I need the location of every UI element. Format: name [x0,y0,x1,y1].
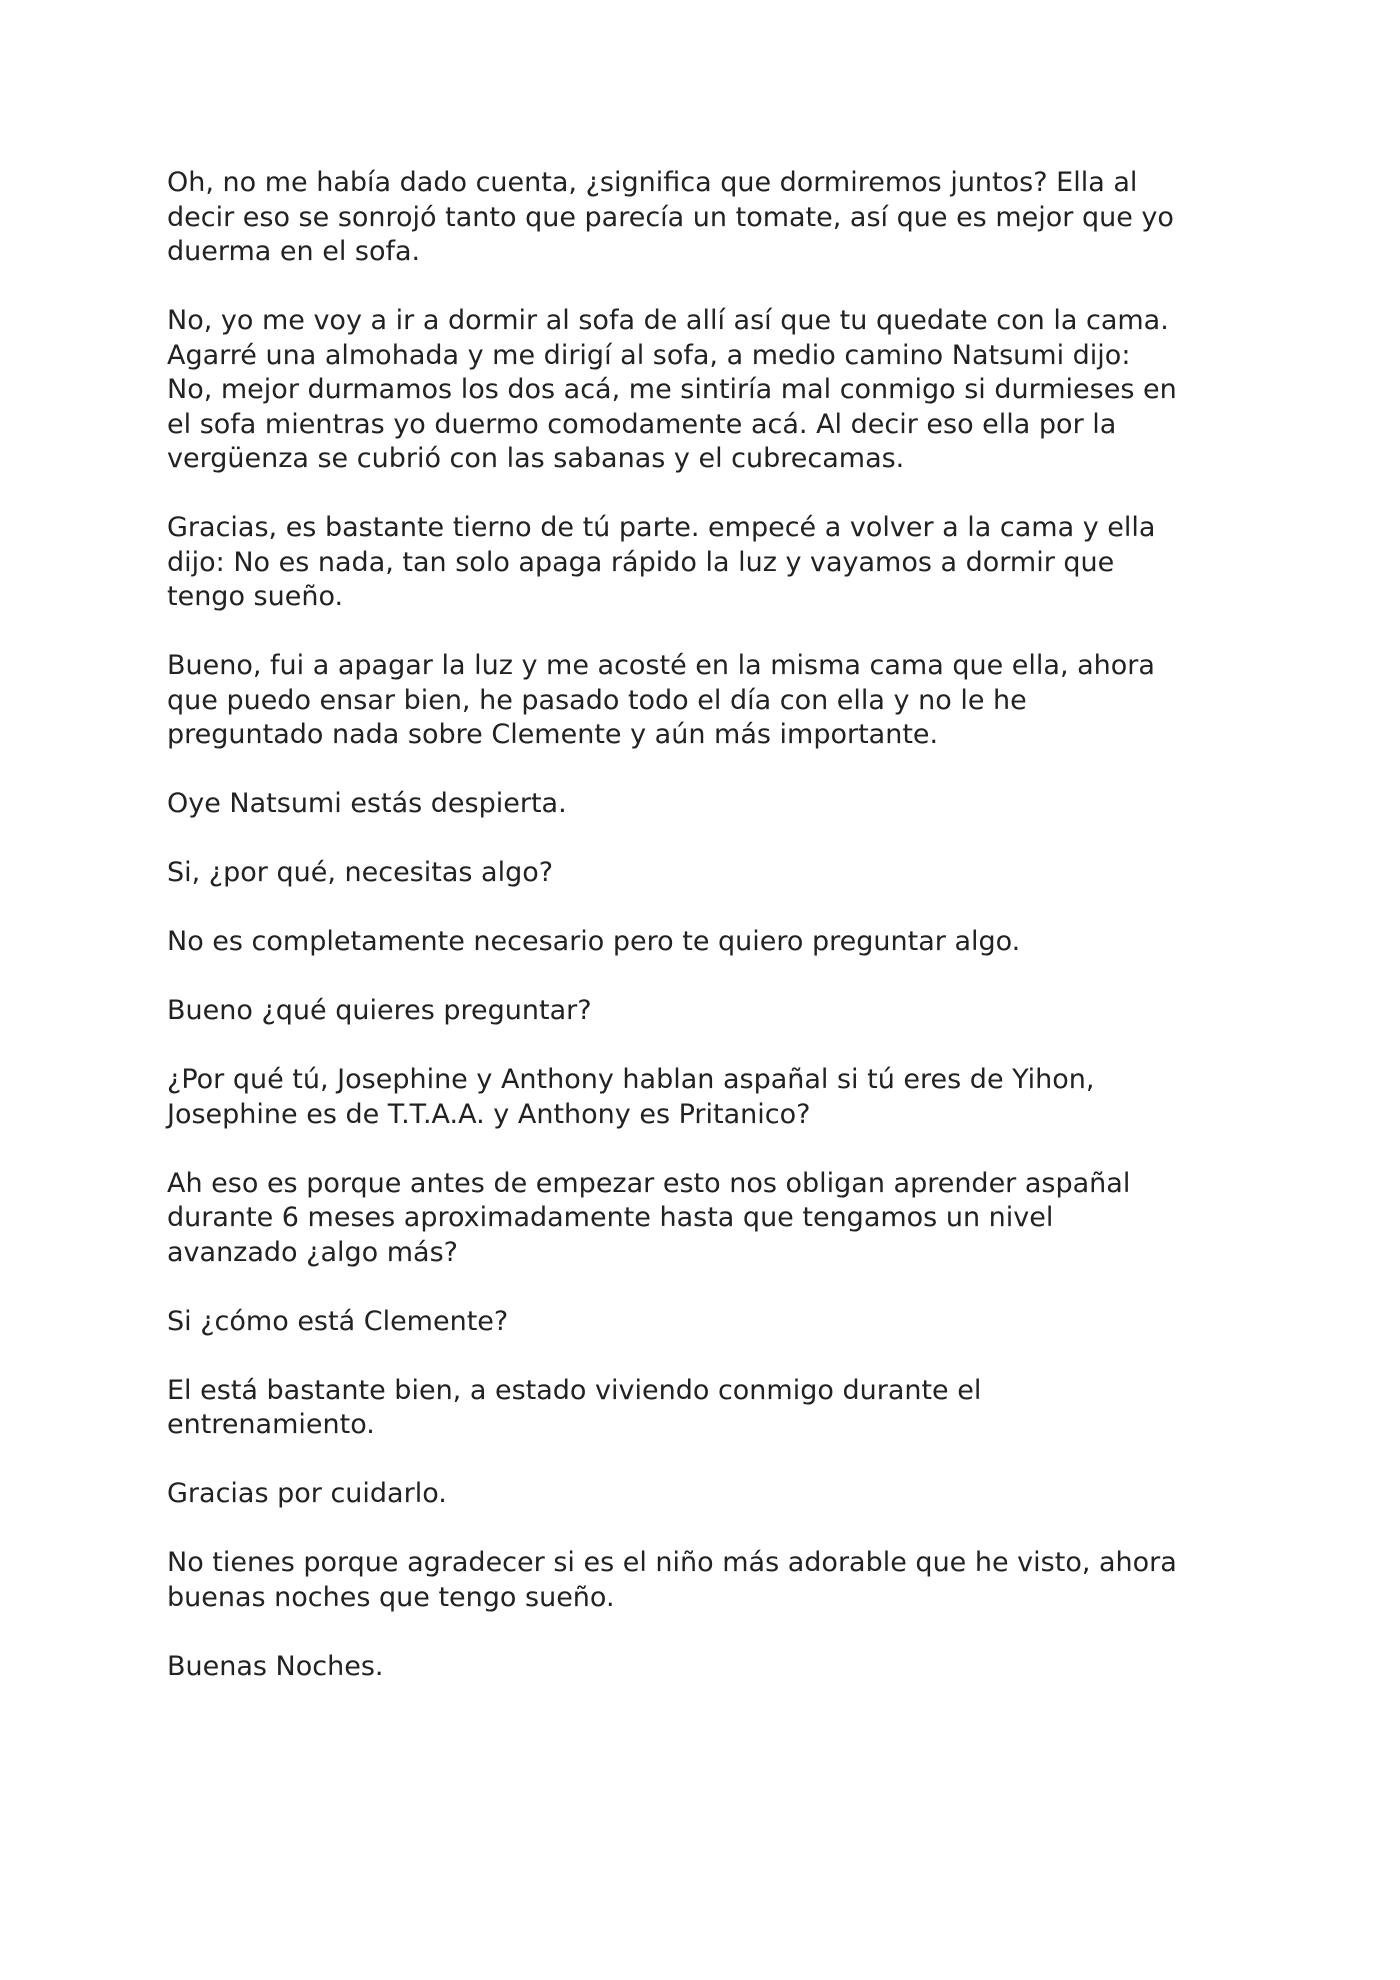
text-line: buenas noches que tengo sueño. [167,1581,615,1613]
text-line: Josephine es de T.T.A.A. y Anthony es Pritanico? [167,1098,811,1130]
paragraph [167,1374,1247,1443]
text-line: duerma en el sofa. [167,236,421,267]
text-line: No tienes porque agradecer si es el niño más adorable que he visto, ahora [167,1547,1177,1578]
paragraph [167,856,1247,891]
paragraph [167,994,1247,1029]
paragraph [167,1546,1247,1615]
text-line: Ah eso es porque antes de empezar esto nos obligan aprender aspañal [167,1167,1131,1199]
text-line: Si, ¿por qué, necesitas algo? [167,857,554,888]
text-line: dijo: No es nada, tan solo apaga rápido la luz y vayamos a dormir que [167,546,1115,578]
paragraph [167,1305,1247,1340]
text-line: No es completamente necesario pero te quiero preguntar algo. [167,926,1021,957]
text-line: Bueno ¿qué quieres preguntar? [167,995,592,1026]
text-line: Buenas Noches. [167,1650,384,1682]
paragraph [167,304,1247,477]
text-line: ¿Por qué tú, Josephine y Anthony hablan aspañal si tú eres de Yihon, [167,1064,1095,1095]
text-line: No, yo me voy a ir a dormir al sofa de allí así que tu quedate con la cama. [167,305,1169,336]
text-line: durante 6 meses aproximadamente hasta que tengamos un nivel [167,1202,1054,1233]
paragraph [167,787,1247,822]
text-line: Agarré una almohada y me dirigí al sofa, a medio camino Natsumi dijo: [167,339,1131,371]
text-line: que puedo ensar bien, he pasado todo el día con ella y no le he [167,684,1027,716]
text-line: entrenamiento. [167,1409,375,1440]
paragraph [167,1063,1247,1132]
text-line: el sofa mientras yo duermo comodamente acá. Al decir eso ella por la [167,408,1117,440]
text-line: avanzado ¿algo más? [167,1236,459,1268]
paragraph [167,166,1247,270]
text-line: El está bastante bien, a estado viviendo conmigo durante el [167,1374,982,1406]
text-line: vergüenza se cubrió con las sabanas y el cubrecamas. [167,443,905,474]
paragraph [167,925,1247,960]
text-line: No, mejor durmamos los dos acá, me sintiría mal conmigo si durmieses en [167,374,1177,405]
paragraph [167,1650,1247,1685]
paragraph [167,511,1247,615]
text-line: Oh, no me había dado cuenta, ¿significa que dormiremos juntos? Ella al [167,167,1138,198]
text-line: preguntado nada sobre Clemente y aún más importante. [167,719,939,750]
text-line: Gracias por cuidarlo. [167,1478,447,1509]
paragraph [167,649,1247,753]
text-line: Si ¿cómo está Clemente? [167,1305,509,1337]
text-line: Bueno, fui a apagar la luz y me acosté en la misma cama que ella, ahora [167,650,1155,681]
document-body [167,166,1247,1719]
text-line: Oye Natsumi estás despierta. [167,788,567,819]
paragraph [167,1477,1247,1512]
paragraph [167,1167,1247,1271]
text-line: decir eso se sonrojó tanto que parecía un tomate, así que es mejor que yo [167,201,1174,233]
text-line: Gracias, es bastante tierno de tú parte. empecé a volver a la cama y ella [167,512,1156,543]
text-line: tengo sueño. [167,581,344,612]
